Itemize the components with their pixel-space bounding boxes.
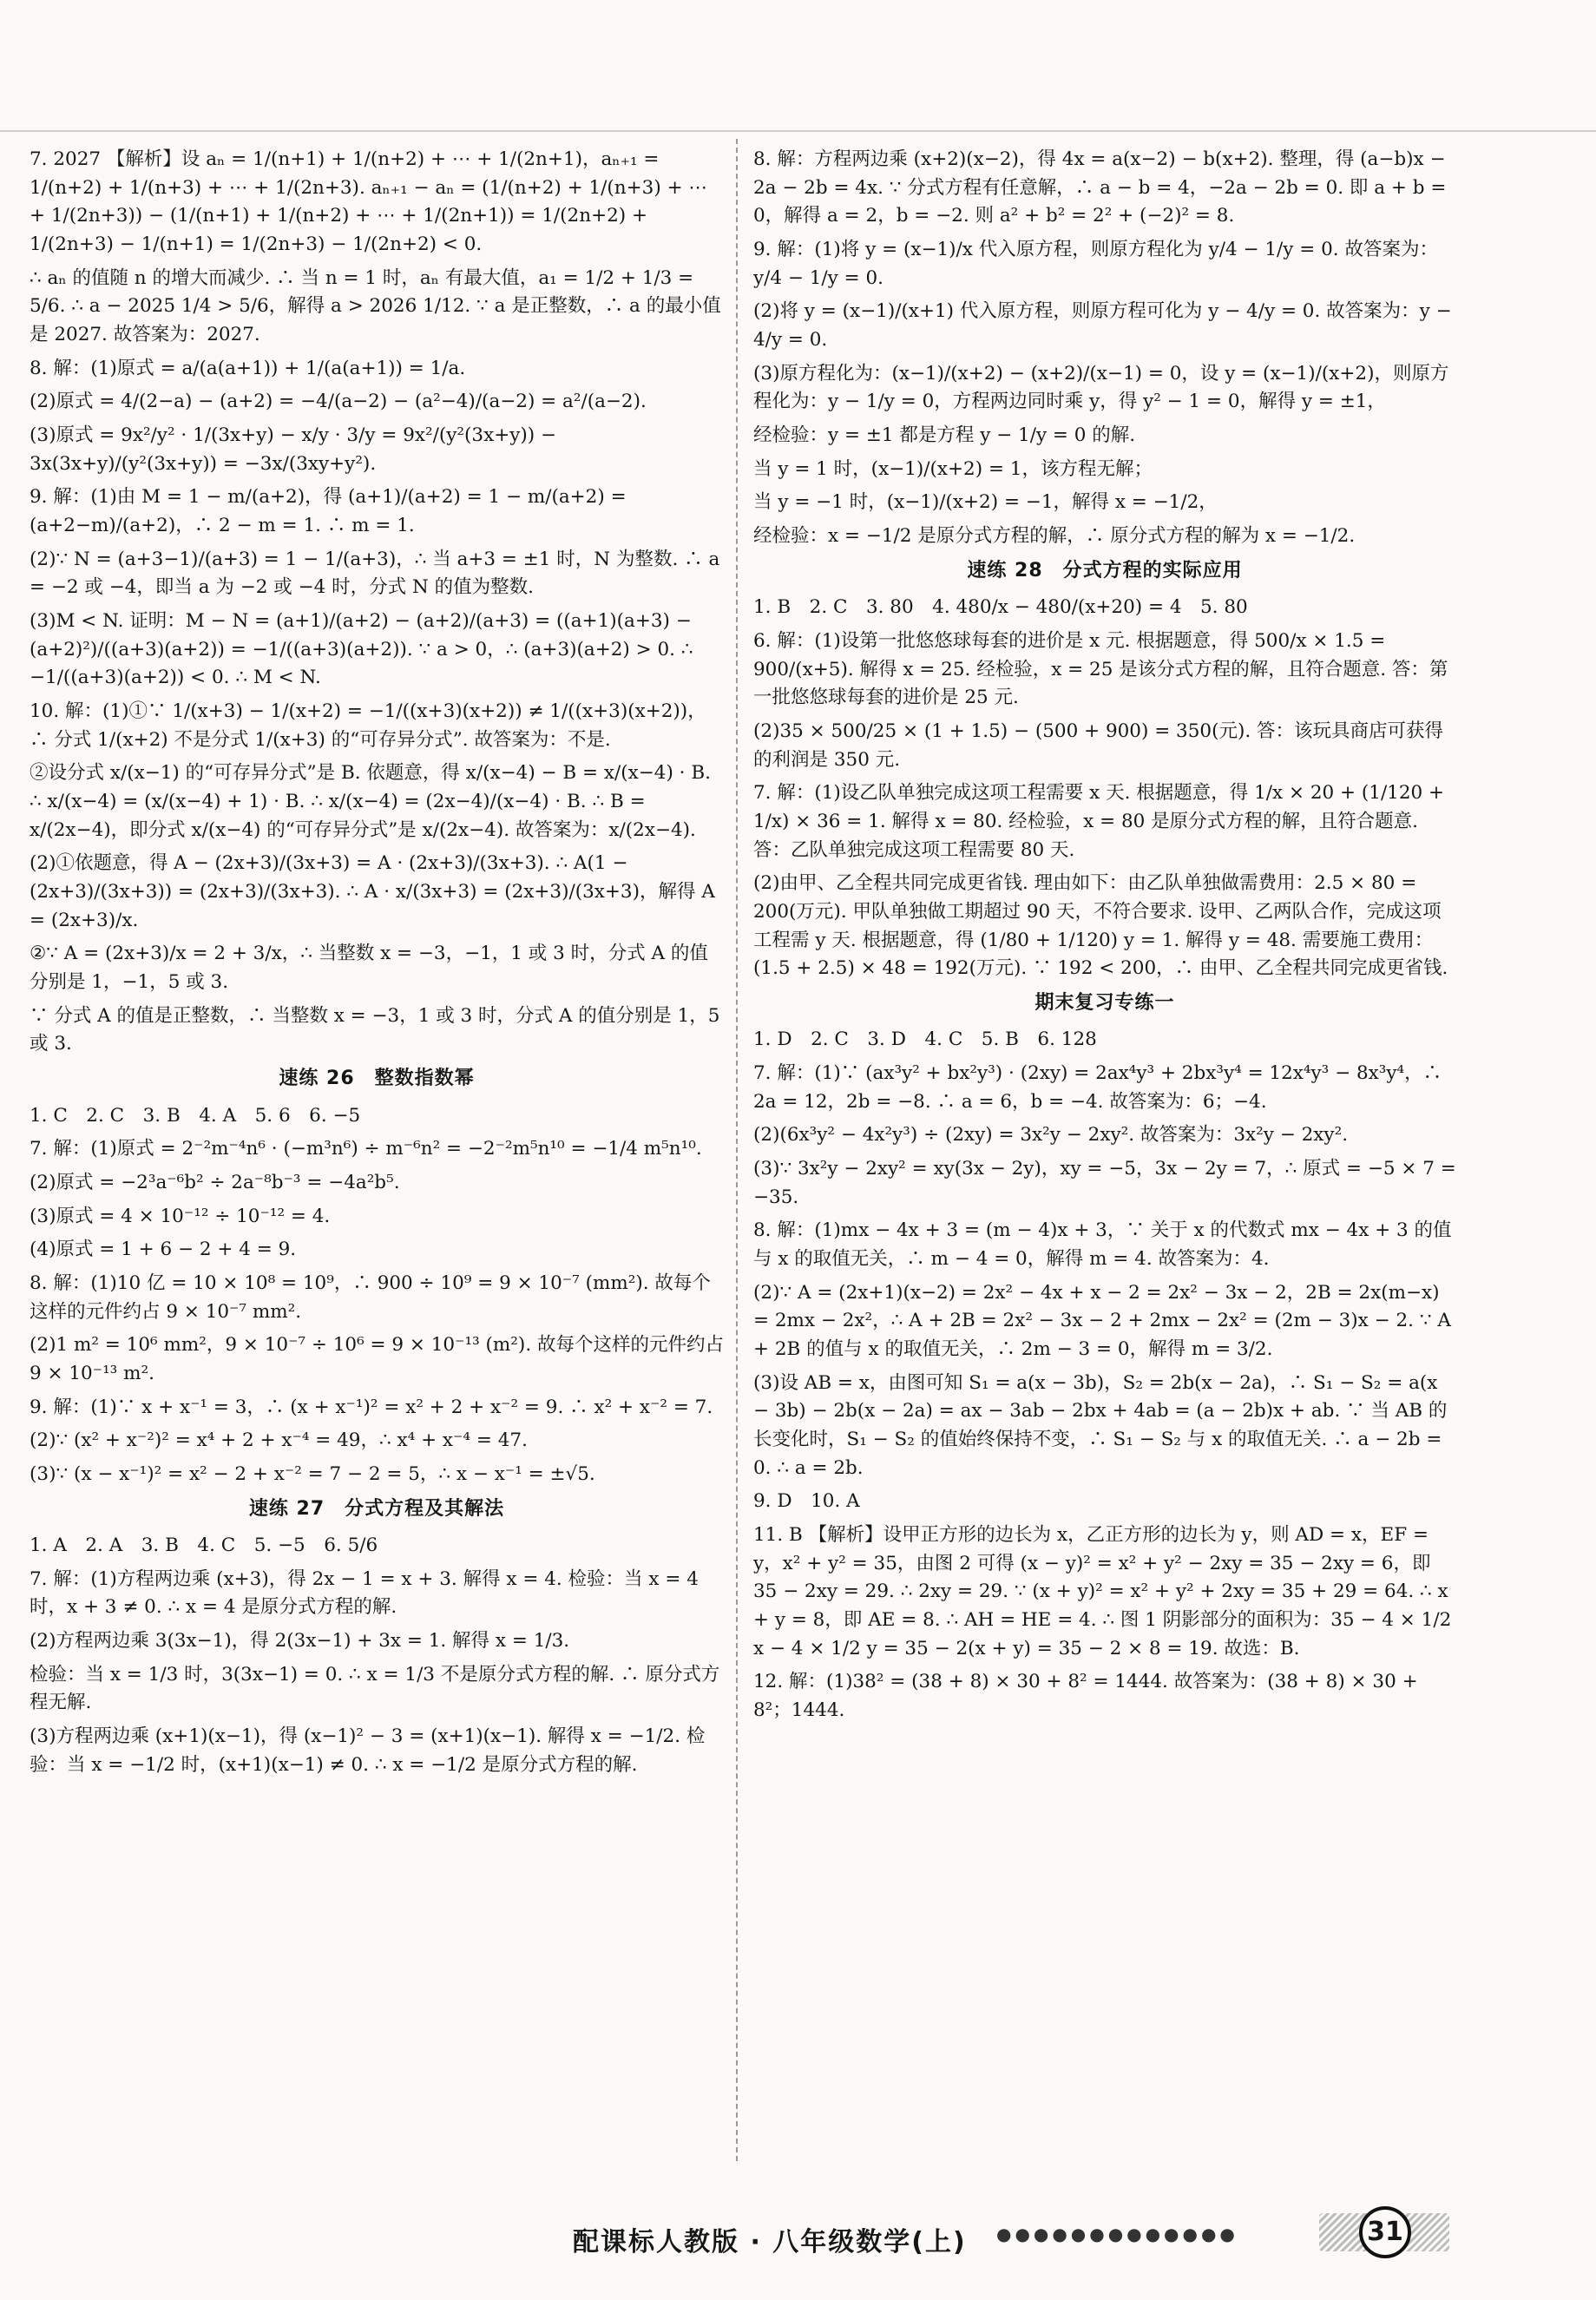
answer-line: 当 y = −1 时，(x−1)/(x+2) = −1，解得 x = −1/2，	[753, 491, 1218, 514]
answer-line: (2)将 y = (x−1)/(x+1) 代入原方程，则原方程可化为 y − 4/y = 0. 故答案为：y − 4/y = 0.	[753, 300, 1458, 352]
answer-line: (2)35 × 500/25 × (1 + 1.5) − (500 + 900) = 350(元). 答：该玩具商店可获得的利润是 350 元.	[753, 720, 1444, 771]
answer-line: 经检验：y = ±1 都是方程 y − 1/y = 0 的解.	[753, 424, 1136, 447]
answer-line: (2)1 m² = 10⁶ mm²，9 × 10⁻⁷ ÷ 10⁶ = 9 × 10⁻¹³ (m²). 故每个这样的元件约占 9 × 10⁻¹³ m².	[30, 1334, 730, 1384]
page-footer	[0, 2205, 1596, 2274]
answer-line: (3)原式 = 4 × 10⁻¹² ÷ 10⁻¹² = 4.	[30, 1205, 331, 1227]
answer-line: 8. 解：方程两边乘 (x+2)(x−2)，得 4x = a(x−2) − b(x+2). 整理，得 (a−b)x − 2a − 2b = 4x. ∵ 分式方程有任意解，∴ a − b = 4，−2a − 2b = 0. 即 a + b = 0，解得 a = 2，b = −2. 则 a² + b² = 2² + (−2)² = 8.	[753, 148, 1453, 227]
answer-line: 1. C 2. C 3. B 4. A 5. 6 6. −5	[30, 1104, 361, 1127]
answer-line: 9. 解：(1)∵ x + x⁻¹ = 3，∴ (x + x⁻¹)² = x² + 2 + x⁻² = 9. ∴ x² + x⁻² = 7.	[30, 1396, 713, 1418]
answer-line: ∴ aₙ 的值随 n 的增大而减少. ∴ 当 n = 1 时，aₙ 有最大值，a₁ = 1/2 + 1/3 = 5/6. ∴ a − 2025 1/4 > 5/6，解得 a > 2026 1/12. ∵ a 是正整数，∴ a 的最小值是 2027. 故答案为：2027.	[30, 266, 721, 346]
answer-line: (2)∵ (x² + x⁻²)² = x⁴ + 2 + x⁻⁴ = 49，∴ x⁴ + x⁻⁴ = 47.	[30, 1429, 528, 1452]
answer-line: (2)(6x³y² − 4x²y³) ÷ (2xy) = 3x²y − 2xy². 故答案为：3x²y − 2xy².	[753, 1124, 1349, 1147]
page-number: 31	[1359, 2206, 1411, 2258]
answer-line: (3)原方程化为：(x−1)/(x+2) − (x+2)/(x−1) = 0，设 y = (x−1)/(x+2)，则原方程化为：y − 1/y = 0，方程两边同时乘 y，得 y² − 1 = 0，解得 y = ±1，	[753, 362, 1449, 413]
section-heading: 速练 26 整数指数幂	[279, 1068, 475, 1090]
section-heading: 速练 27 分式方程及其解法	[248, 1497, 505, 1520]
answer-line: (2)∵ N = (a+3−1)/(a+3) = 1 − 1/(a+3)，∴ 当 a+3 = ±1 时，N 为整数. ∴ a = −2 或 −4，即当 a 为 −2 或 −4 时，分式 N 的值为整数.	[30, 548, 726, 599]
answer-line: ②∵ A = (2x+3)/x = 2 + 3/x，∴ 当整数 x = −3，−1，1 或 3 时，分式 A 的值分别是 1，−1，5 或 3.	[30, 943, 708, 994]
answer-line: 9. 解：(1)将 y = (x−1)/x 代入原方程，则原方程化为 y/4 − 1/y = 0. 故答案为：y/4 − 1/y = 0.	[753, 239, 1438, 289]
answer-line: 8. 解：(1)原式 = a/(a(a+1)) + 1/(a(a+1)) = 1/a.	[30, 357, 466, 379]
answer-line: 1. D 2. C 3. D 4. C 5. B 6. 128	[753, 1028, 1097, 1051]
answer-line: 11. B 【解析】设甲正方形的边长为 x，乙正方形的边长为 y，则 AD = x，EF = y，x² + y² = 35，由图 2 可得 (x − y)² = x² + y² − 2xy = 35 − 2xy = 6，即 35 − 2xy = 29. ∴ 2xy = 29. ∵ (x + y)² = x² + y² + 2xy = 35 + 29 = 64. ∴ x + y = 8，即 AE = 8. ∴ AH = HE = 4. ∴ 图 1 阴影部分的面积为：35 − 4 × 1/2 x − 4 × 1/2 y = 35 − 2(x + y) = 35 − 2 × 8 = 19. 故选：B.	[753, 1524, 1458, 1659]
section-heading: 期末复习专练一	[1034, 991, 1175, 1014]
answer-line: 10. 解：(1)①∵ 1/(x+3) − 1/(x+2) = −1/((x+3)(x+2)) ≠ 1/((x+3)(x+2))，∴ 分式 1/(x+2) 不是分式 1/(x+3) 的“可存异分式”. 故答案为：不是.	[30, 700, 706, 751]
footer-dots: ●●●●●●●●●●●●●	[996, 2224, 1238, 2244]
section-heading: 速练 28 分式方程的实际应用	[967, 559, 1243, 582]
answer-line: 9. D 10. A	[753, 1490, 860, 1513]
answer-line: (2)方程两边乘 3(3x−1)，得 2(3x−1) + 3x = 1. 解得 x = 1/3.	[30, 1630, 570, 1653]
answer-line: ∵ 分式 A 的值是正整数，∴ 当整数 x = −3，1 或 3 时，分式 A 的值分别是 1，5 或 3.	[30, 1004, 726, 1055]
answer-line: ②设分式 x/(x−1) 的“可存异分式”是 B. 依题意，得 x/(x−4) − B = x/(x−4) · B. ∴ x/(x−4) = (x/(x−4) + 1) · B. ∴ x/(x−4) = (2x−4)/(x−4) · B. ∴ B = x/(2x−4)，即分式 x/(x−4) 的“可存异分式”是 x/(2x−4). 故答案为：x/(2x−4).	[30, 762, 717, 841]
answer-line: (2)原式 = 4/(2−a) − (a+2) = −4/(a−2) − (a²−4)/(a−2) = a²/(a−2).	[30, 391, 647, 413]
top-rule	[0, 130, 1596, 132]
answer-line: 经检验：x = −1/2 是原分式方程的解，∴ 原分式方程的解为 x = −1/2.	[753, 525, 1356, 548]
answer-line: 7. 解：(1)设乙队单独完成这项工程需要 x 天. 根据题意，得 1/x × 20 + (1/120 + 1/x) × 36 = 1. 解得 x = 80. 经检验，x = 80 是原分式方程的解，且符合题意. 答：乙队单独完成这项工程需要 80 天.	[753, 782, 1450, 861]
answer-line: 检验：当 x = 1/3 时，3(3x−1) = 0. ∴ x = 1/3 不是原分式方程的解. ∴ 原分式方程无解.	[30, 1663, 720, 1714]
answer-line: (3)设 AB = x，由图可知 S₁ = a(x − 3b)，S₂ = 2b(x − 2a)，∴ S₁ − S₂ = a(x − 3b) − 2b(x − 2a) = ax − 3ab − 2bx + 4ab = (a − 2b)x + ab. ∵ 当 AB 的长变化时，S₁ − S₂ 的值始终保持不变，∴ S₁ − S₂ 与 x 的取值无关. ∴ a − 2b = 0. ∴ a = 2b.	[753, 1371, 1448, 1479]
answer-line: 7. 2027 【解析】设 aₙ = 1/(n+1) + 1/(n+2) + ⋯ + 1/(2n+1)，aₙ₊₁ = 1/(n+2) + 1/(n+3) + ⋯ + 1/(2n+3). aₙ₊₁ − aₙ = (1/(n+2) + 1/(n+3) + ⋯ + 1/(2n+3)) − (1/(n+1) + 1/(n+2) + ⋯ + 1/(2n+1)) = 1/(2n+2) + 1/(2n+3) − 1/(n+1) = 1/(2n+3) − 1/(2n+2) < 0.	[30, 148, 713, 256]
answer-line: 6. 解：(1)设第一批悠悠球每套的进价是 x 元. 根据题意，得 500/x × 1.5 = 900/(x+5). 解得 x = 25. 经检验，x = 25 是该分式方程的解，且符合题意. 答：第一批悠悠球每套的进价是 25 元.	[753, 629, 1448, 709]
answer-line: 9. 解：(1)由 M = 1 − m/(a+2)，得 (a+1)/(a+2) = 1 − m/(a+2) = (a+2−m)/(a+2)，∴ 2 − m = 1. ∴ m = 1.	[30, 486, 633, 537]
answer-line: (2)∵ A = (2x+1)(x−2) = 2x² − 4x + x − 2 = 2x² − 3x − 2，2B = 2x(m−x) = 2mx − 2x²，∴ A + 2B = 2x² − 3x − 2 + 2mx − 2x² = (2m − 3)x − 2. ∵ A + 2B 的值与 x 的取值无关，∴ 2m − 3 = 0，解得 m = 3/2.	[753, 1281, 1457, 1361]
answer-line: (3)∵ (x − x⁻¹)² = x² − 2 + x⁻² = 7 − 2 = 5，∴ x − x⁻¹ = ±√5.	[30, 1462, 595, 1485]
answer-line: 8. 解：(1)mx − 4x + 3 = (m − 4)x + 3，∵ 关于 x 的代数式 mx − 4x + 3 的值与 x 的取值无关，∴ m − 4 = 0，解得 m = 4. 故答案为：4.	[753, 1219, 1452, 1271]
answer-line: (2)①依题意，得 A − (2x+3)/(3x+3) = A · (2x+3)/(3x+3). ∴ A(1 − (2x+3)/(3x+3)) = (2x+3)/(3x+3). ∴ A · x/(3x+3) = (2x+3)/(3x+3)，解得 A = (2x+3)/x.	[30, 852, 721, 931]
answer-line: 8. 解：(1)10 亿 = 10 × 10⁸ = 10⁹，∴ 900 ÷ 10⁹ = 9 × 10⁻⁷ (mm²). 故每个这样的元件约占 9 × 10⁻⁷ mm².	[30, 1272, 711, 1323]
page-number-badge	[1319, 2206, 1449, 2258]
left-column	[30, 146, 730, 1784]
answer-line: (4)原式 = 1 + 6 − 2 + 4 = 9.	[30, 1239, 297, 1261]
footer-title: 配课标人教版 · 八年级数学(上)	[573, 2227, 967, 2257]
answer-line: (3)M < N. 证明：M − N = (a+1)/(a+2) − (a+2)/(a+3) = ((a+1)(a+3) − (a+2)²)/((a+3)(a+2)) = −1/((a+3)(a+2)). ∵ a > 0，∴ (a+3)(a+2) > 0. ∴ −1/((a+3)(a+2)) < 0. ∴ M < N.	[30, 610, 699, 689]
answer-line: 7. 解：(1)∵ (ax³y² + bx²y³) · (2xy) = 2ax⁴y³ + 2bx³y⁴ = 12x⁴y³ − 8x³y⁴，∴ 2a = 12，2b = −8. ∴ a = 6，b = −4. 故答案为：6；−4.	[753, 1062, 1448, 1113]
column-divider	[736, 139, 738, 2161]
answer-line: (2)原式 = −2³a⁻⁶b² ÷ 2a⁻⁸b⁻³ = −4a²b⁵.	[30, 1171, 400, 1193]
right-column	[753, 146, 1462, 1731]
answer-line: (2)由甲、乙全程共同完成更省钱. 理由如下：由乙队单独做需费用：2.5 × 80 = 200(万元). 甲队单独做工期超过 90 天，不符合要求. 设甲、乙两队合作，完成这项工程需 y 天. 根据题意，得 (1/80 + 1/120) y = 1. 解得 y = 48. 需要施工费用：(1.5 + 2.5) × 48 = 192(万元). ∵ 192 < 200，∴ 由甲、乙全程共同完成更省钱.	[753, 872, 1448, 980]
answer-line: 12. 解：(1)38² = (38 + 8) × 30 + 8² = 1444. 故答案为：(38 + 8) × 30 + 8²；1444.	[753, 1671, 1424, 1722]
answer-line: (3)∵ 3x²y − 2xy² = xy(3x − 2y)，xy = −5，3x − 2y = 7，∴ 原式 = −5 × 7 = −35.	[753, 1158, 1462, 1208]
answer-line: 7. 解：(1)方程两边乘 (x+3)，得 2x − 1 = x + 3. 解得 x = 4. 检验：当 x = 4 时，x + 3 ≠ 0. ∴ x = 4 是原分式方程的解.	[30, 1567, 705, 1619]
answer-line: (3)原式 = 9x²/y² · 1/(3x+y) − x/y · 3/y = 9x²/(y²(3x+y)) − 3x(3x+y)/(y²(3x+y)) = −3x/(3xy+y²).	[30, 424, 562, 475]
answer-line: (3)方程两边乘 (x+1)(x−1)，得 (x−1)² − 3 = (x+1)(x−1). 解得 x = −1/2. 检验：当 x = −1/2 时，(x+1)(x−1) ≠ 0. ∴ x = −1/2 是原分式方程的解.	[30, 1725, 706, 1776]
answer-line: 1. B 2. C 3. 80 4. 480/x − 480/(x+20) = 4 5. 80	[753, 596, 1248, 619]
answer-line: 当 y = 1 时，(x−1)/(x+2) = 1，该方程无解；	[753, 457, 1153, 480]
answer-line: 7. 解：(1)原式 = 2⁻²m⁻⁴n⁶ · (−m³n⁶) ÷ m⁻⁶n² = −2⁻²m⁵n¹⁰ = −1/4 m⁵n¹⁰.	[30, 1138, 702, 1160]
answer-line: 1. A 2. A 3. B 4. C 5. −5 6. 5/6	[30, 1534, 378, 1557]
